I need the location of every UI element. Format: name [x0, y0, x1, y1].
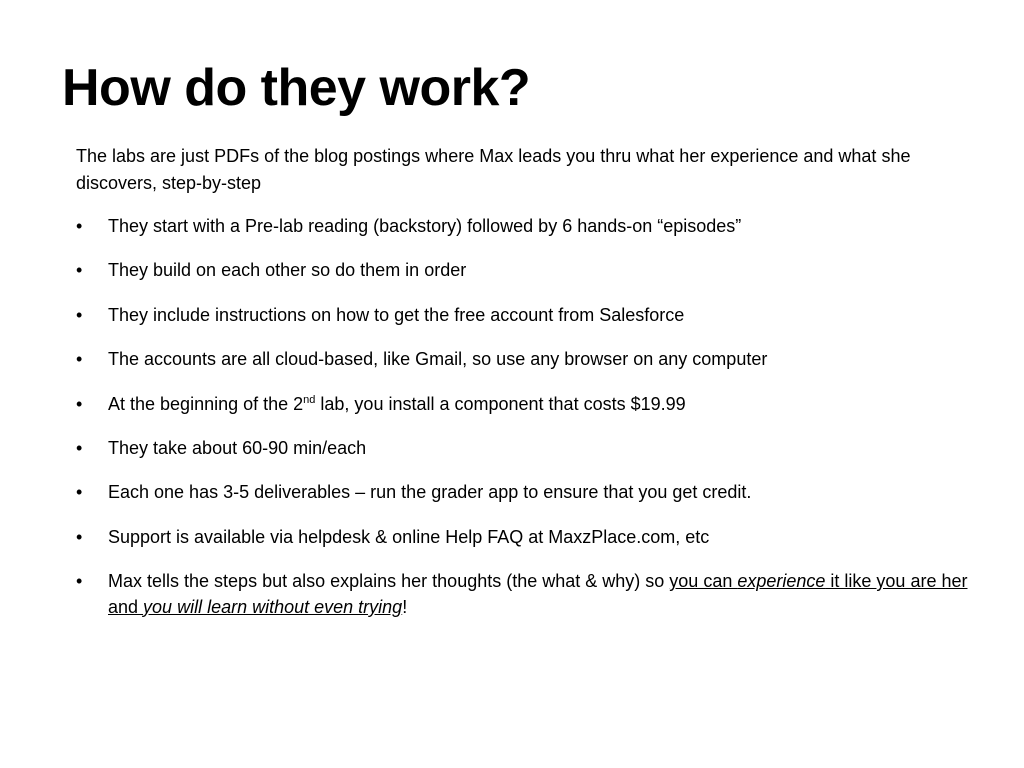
bullet-icon: • [76, 304, 83, 325]
bullet-text-part: ! [402, 597, 408, 618]
intro-paragraph: The labs are just PDFs of the blog postings where Max leads you thru what her experience and what she discovers, step-by-step [76, 146, 911, 193]
underlined-text: it like you are her and [108, 571, 968, 618]
ordinal-superscript: nd [303, 393, 316, 406]
bullet-item [76, 479, 1001, 505]
bullet-text-part: lab, you install a component that costs $19.99 [315, 393, 686, 414]
bullet-text-part: At the beginning of the 2 [108, 393, 304, 414]
bullet-text [108, 571, 967, 617]
bullet-item [76, 257, 1001, 283]
bullet-item [76, 391, 1001, 417]
bullet-icon: • [76, 437, 83, 458]
bullet-item [76, 568, 1001, 620]
bullet-item [76, 302, 1001, 328]
bullet-text: Support is available via helpdesk & online Help FAQ at MaxzPlace.com, etc [108, 526, 710, 547]
underlined-italic-text: you will learn without even trying [143, 597, 403, 618]
bullet-text: The accounts are all cloud-based, like Gmail, so use any browser on any computer [108, 349, 768, 370]
bullet-text: They include instructions on how to get the free account from Salesforce [108, 304, 685, 325]
bullet-text-part: Max tells the steps but also explains her thoughts (the what & why) so [108, 571, 670, 592]
bullet-text [108, 394, 686, 414]
bullet-icon: • [76, 571, 83, 592]
bullet-icon: • [76, 393, 83, 414]
bullet-icon: • [76, 482, 83, 503]
bullet-icon: • [76, 260, 83, 281]
underlined-text: you can [669, 571, 738, 592]
bullet-item [76, 346, 1001, 372]
bullet-icon: • [76, 349, 83, 370]
bullet-text: They take about 60-90 min/each [108, 437, 367, 458]
bullet-item [76, 213, 1001, 239]
slide-title: How do they work? [62, 59, 531, 117]
bullet-icon: • [76, 216, 83, 236]
bullet-item [76, 524, 1001, 550]
bullet-text: They build on each other so do them in order [108, 260, 467, 281]
bullet-item [76, 435, 1001, 461]
bullet-text: They start with a Pre-lab reading (backstory) followed by 6 hands-on “episodes” [108, 216, 742, 236]
bullet-list [76, 213, 1001, 639]
underlined-italic-text: experience [737, 571, 826, 592]
bullet-icon: • [76, 526, 83, 547]
bullet-text: Each one has 3-5 deliverables – run the grader app to ensure that you get credit. [108, 482, 752, 503]
